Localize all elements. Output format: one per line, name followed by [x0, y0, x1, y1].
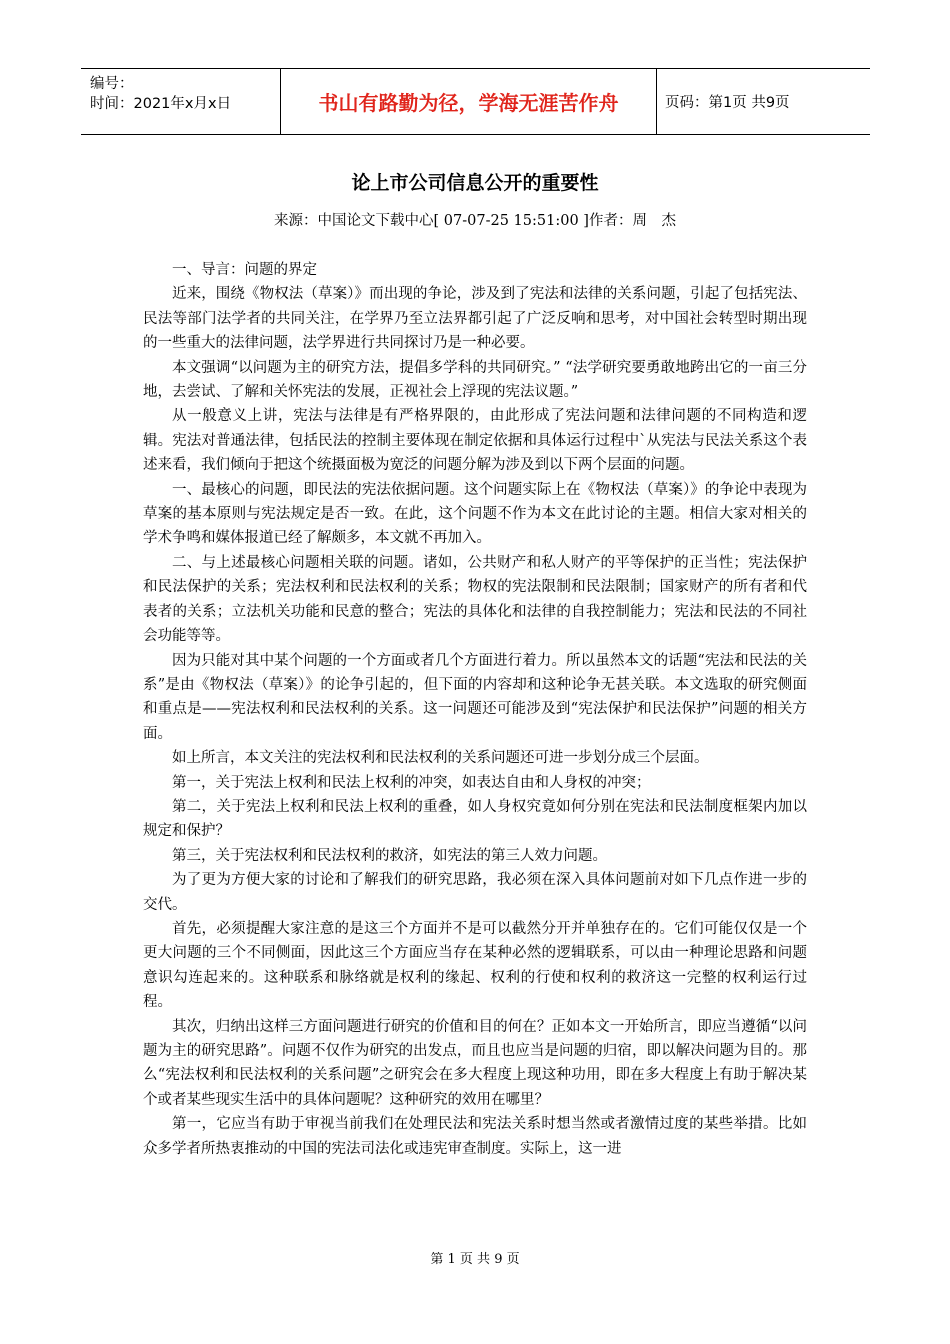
header-meta — [81, 69, 281, 134]
page-header — [81, 68, 870, 135]
paragraph: 第一，它应当有助于审视当前我们在处理民法和宪法关系时想当然或者激情过度的某些举措。比如众多学者所热衷推动的中国的宪法司法化或违宪审查制度。实际上，这一进 — [143, 1116, 807, 1157]
paragraph: 二、与上述最核心问题相关联的问题。诸如，公共财产和私人财产的平等保护的正当性；宪法保护和民法保护的关系；宪法权利和民法权利的关系；物权的宪法限制和民法限制；国家财产的所有者和代表者的关系；立法机关功能和民意的整合；宪法的具体化和法律的自我控制能力；宪法和民法的不同社会功能等等。 — [143, 554, 807, 645]
paragraph: 其次，归纳出这样三方面问题进行研究的价值和目的何在？正如本文一开始所言，即应当遵循“以问题为主的研究思路”。问题不仅作为研究的出发点，而且也应当是问题的归宿，即以解决问题为目的。那么“宪法权利和民法权利的关系问题”之研究会在多大程度上现这种功用，即在多大程度上有助于解决某个或者某些现实生活中的具体问题呢？这种研究的效用在哪里？ — [143, 1018, 807, 1108]
paragraph: 首先，必须提醒大家注意的是这三个方面并不是可以截然分开并单独存在的。它们可能仅仅是一个更大问题的三个不同侧面，因此这三个方面应当存在某种必然的逻辑联系，可以由一种理论思路和问题意识勾连起来的。这种联系和脉络就是权利的缘起、权利的行使和权利的救济这一完整的权利运行过程。 — [143, 920, 807, 1011]
paragraph: 如上所言，本文关注的宪法权利和民法权利的关系问题还可进一步划分成三个层面。 — [172, 750, 709, 767]
paragraph: 从一般意义上讲，宪法与法律是有严格界限的，由此形成了宪法问题和法律问题的不同构造和逻辑。宪法对普通法律，包括民法的控制主要体现在制定依据和具体运行过程中`从宪法与民法关系这个表述来看，我们倾向于把这个统摄面极为宽泛的问题分解为涉及到以下两个层面的问题。 — [143, 408, 807, 474]
paragraph: 为了更为方便大家的讨论和了解我们的研究思路，我必须在深入具体问题前对如下几点作进一步的交代。 — [143, 872, 807, 913]
article-source: 来源：中国论文下载中心[ 07-07-25 15:51:00 ]作者：周 杰 — [274, 213, 676, 229]
paragraph: 第三，关于宪法权利和民法权利的救济，如宪法的第三人效力问题。 — [172, 847, 607, 864]
article-title: 论上市公司信息公开的重要性 — [351, 172, 599, 194]
document-date-label: 时间：2021年x月x日 — [90, 96, 232, 112]
paragraph: 一、导言：问题的界定 — [172, 262, 317, 278]
paragraph: 本文强调“以问题为主的研究方法，提倡多学科的共同研究。” “法学研究要勇敢地跨出它的一亩三分地，去尝试、了解和关怀宪法的发展，正视社会上浮现的宪法议题。” — [143, 359, 807, 401]
paragraph: 因为只能对其中某个问题的一个方面或者几个方面进行着力。所以虽然本文的话题“宪法和民法的关系”是由《物权法（草案）》的论争引起的，但下面的内容却和这种论争无甚关联。本文选取的研究侧面和重点是——宪法权利和民法权利的关系。这一问题还可能涉及到“宪法保护和民法保护”问题的相关方面。 — [143, 652, 807, 742]
paragraph: 一、最核心的问题，即民法的宪法依据问题。这个问题实际上在《物权法（草案）》的争论中表现为草案的基本原则与宪法规定是否一致。在此，这个问题不作为本文在此讨论的主题。相信大家对相关的学术争鸣和媒体报道已经了解颇多，本文就不再加入。 — [143, 481, 807, 547]
paragraph: 近来，围绕《物权法（草案）》而出现的争论，涉及到了宪法和法律的关系问题，引起了包括宪法、民法等部门法学者的共同关注，在学界乃至立法界都引起了广泛反响和思考，对中国社会转型时期出现的一些重大的法律问题，法学界进行共同探讨乃是一种必要。 — [143, 286, 807, 352]
paragraph: 第一，关于宪法上权利和民法上权利的冲突，如表达自由和人身权的冲突； — [172, 774, 651, 791]
page-footer: 第 1 页 共 9 页 — [430, 1252, 520, 1267]
article-body — [143, 258, 807, 1161]
document-number-label: 编号： — [90, 76, 134, 92]
header-motto: 书山有路勤为径，学海无涯苦作舟 — [281, 69, 657, 134]
header-page-info: 页码：第1页 共9页 — [665, 95, 790, 111]
paragraph: 第二，关于宪法上权利和民法上权利的重叠，如人身权究竟如何分别在宪法和民法制度框架内加以规定和保护？ — [143, 798, 807, 840]
